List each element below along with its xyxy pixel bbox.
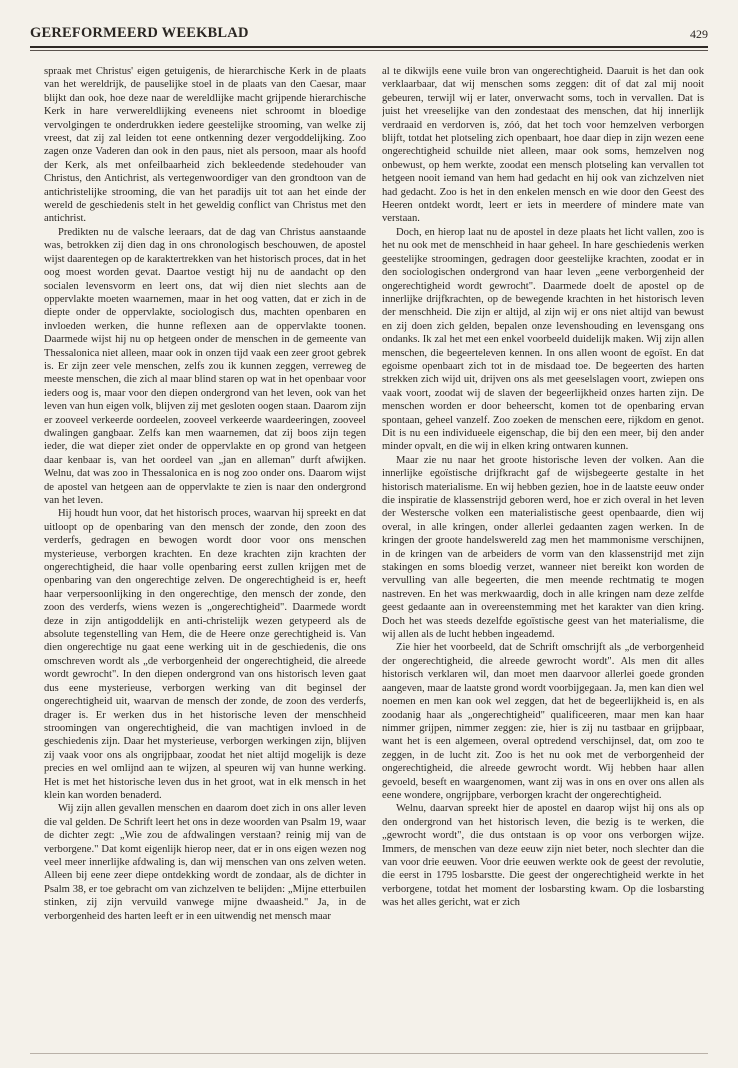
- paragraph: spraak met Christus' eigen getuigenis, de hierarchische Kerk in de plaats van het wereldrijk, de pauselijke stoel in de plaats van den Caesar, maar blijkt dan ook, hoe deze naar de wereldlijke macht grijpende hierarchische Kerk in hare verwereldlijking eveneens niet schroomt in bloedige vervolgingen te onderdrukken iedere geestelijke strooming, van welke zij vreest, dat zij zal leiden tot eene ontkenning dezer vergoddelijking. Zoo zagen onze Vaderen dan ook in den paus, niet als persoon, maar als hoofd der Kerk, als met onfeilbaarheid zich bekleedende stedehouder van Christus, den Antichrist, als vertegenwoordiger van den grondtoon van de antichristelijke strooming, die van het paradijs uit tot aan het einde der wereld de geschiedenis stelt in het geweldig conflict van Christus met den antichrist.: [44, 66, 366, 225]
- left-column: [44, 65, 366, 1038]
- paragraph: Doch, en hierop laat nu de apostel in deze plaats het licht vallen, zoo is het nu ook met de menschheid in haar geheel. In hare geschiedenis werken geestelijke stroomingen, gedragen door geestelijke krachten, zoodat er in den sociologischen ondergrond van haar leven „eene verborgenheid der ongerechtigheid wordt gewrocht". Daarmede doelt de apostel op de innerlijke drijfkrachten, op de bewegende krachten in het historisch leven der menschheid. Die zijn er altijd, al zijn wij er ons niet altijd van bewust en zij doen zich gelden, bepalen onze levenshouding en levensgang ons ondanks. Ik zal het met een enkel voorbeeld duidelijk maken. Wij zijn allen menschen, die begeerteleven kennen. In ons allen woont de egoïst. En dat egoisme openbaart zich tot in de misdaad toe. De begeerten des harten strekken zich wijd uit, drijven ons als met geeselslagen voort, zwiepen ons vaak voort, zoodat wij de slaven der begeerlijkheid onzes harten zijn. De menschen worden er door beheerscht, komen tot de openbaring ervan spontaan, geheel vanzelf. Zoo zoeken de menschen eere, rijkdom en genot. Dit is nu een individueele eigenschap, die bij den een meer, bij den ander minder opvalt, en die wij in elken kring ontwaren kunnen.: [382, 226, 704, 453]
- article-body: [44, 65, 704, 1038]
- page-header: [30, 25, 708, 45]
- paragraph: Maar zie nu naar het groote historische leven der volken. Aan die innerlijke egoïstische drijfkracht gaf de wijsbegeerte gestalte in het historisch materialisme. En wij hebben gezien, hoe in de laatste eeuw onder die inspiratie de klassenstrijd geboren werd, hoe er zich overal in het leven der Westersche volken een materialistische geest openbaarde, dien wij overal, in alle kringen, onder allerlei gedaanten zagen werken. In de kringen der groote handelswereld zag men het mammonisme verschijnen, in de kringen van de arbeiders de vorm van den klassenstrijd met zijn stakingen en soms bloedig verzet, wanneer niet bereikt kon worden de vervulling van alle begeerten, die men meende rechtmatig te mogen nastreven. En het was merkwaardig, doch in alle kringen nam deze zelfde geest gedaante aan in overeenstemming met het karakter van dien kring. Doch het was steeds dezelfde egoïstische geest van het materialisme, die wij allen als de lucht hebben ingeademd.: [382, 454, 704, 641]
- paragraph: al te dikwijls eene vuile bron van ongerechtigheid. Daaruit is het dan ook verklaarbaar, dat wij menschen soms zeggen: dit of dat zal mij nooit gebeuren, terwijl wij er later, onverwacht soms, toch in vervallen. Dat is juist het vreeselijke van den zondestaat des menschen, dat hij innerlijk verdraaid en verdorven is, zóó, dat het toch voor hemzelven verborgen blijft, totdat het plotseling zich openbaart, hoe daar diep in zijn wezen eene ongerechtigheid schuilde niet alleen, maar ook soms, hemzelven nog onbewust, op hem werkte, zoodat een mensch plotseling kan vervallen tot hetgeen nooit iemand van hem had gedacht en hij ook van zichzelven niet had gedacht. Zoo is het in den enkelen mensch en wie door den Geest des Heeren ontdekt wordt, leert er iets in meerdere of mindere mate van verstaan.: [382, 66, 704, 225]
- right-column: [382, 65, 704, 1038]
- header-rule: [30, 46, 708, 48]
- page-bottom-rule: [30, 1053, 708, 1054]
- paragraph: Hij houdt hun voor, dat het historisch proces, waarvan hij spreekt en dat uitloopt op de openbaring van den mensch der zonde, den zoon des verderfs, gedragen en bewogen wordt door voor ons menschen mysterieuse, verborgen krachten. En deze krachten zijn krachten der ongerechtigheid, die haar volle openbaring eerst zullen krijgen met de openbaring van den ongerechtige zelven. De ongerechtigheid is er, heeft haar verpersoonlijking in den ongerechtige, den mensch der zonde, den zoon des verderfs, wiens wezen is „ongerechtigheid". Daarmede wordt deze in zijn antigoddelijk en anti-christelijk wezen getypeerd als de absolute tegenstelling van Hem, die de Heere onze gerechtigheid is. Van dien ongerechtige nu gaat eene werking uit in de geschiedenis, die ons omschreven wordt als „de verborgenheid der ongerechtigheid, die alreede wordt gewrocht". In den diepen ondergrond van ons historisch leven gaat dus eene mysterieuse, verborgen werking van dit beginsel der ongerechtigheid uit, waarvan de mensch der zonde, de zoon des verderfs, drager is. Er werken dus in het historische leven der menschheid stroomingen van ongerechtigheid, die van machtigen invloed in de geschiedenis zijn. Daar het mysterieuse, verborgen werkingen zijn, blijven zij vaak voor ons als ongrijpbaar, zoodat het niet altijd mogelijk is deze precies en wel omlijnd aan te wijzen, al speuren wij van hunne werking. Het is met het historische leven dus in het groot, wat in elk mensch in het klein kan worden benaderd.: [44, 508, 366, 801]
- paragraph: Zie hier het voorbeeld, dat de Schrift omschrijft als „de verborgenheid der ongerechtigheid, die alreede gewrocht wordt". Als men dit alles historisch verklaren wil, dan moet men daarvoor allerlei goede gronden aangeven, maar de laatste grond wordt voorbijgegaan. Ja, men kan dien wel noemen en men kan ook wel zeggen, dat het de begeerlijkheid is, en als zoodanig haar als „ongerechtigheid" qualificeeren, maar men kan haar nimmer grijpen, nimmer zeggen: zie, hier is zij nu tastbaar en grijpbaar, want het is een algemeen, overal optredend verschijnsel, dat, om zoo te zeggen, in de lucht zit. Zoo is het nu ook met de verborgenheid der ongerechtigheid, die alreede gewrocht wordt. Wij hebben haar allen gevoeld, beseft en waargenomen, want zij was in ons en over ons allen als eene wondere, ongrijpbare, verborgen kracht der ongerechtigheid.: [382, 642, 704, 801]
- header-rule-thin: [30, 50, 708, 51]
- journal-title: GEREFORMEERD WEEKBLAD: [30, 25, 249, 41]
- page-number: 429: [690, 27, 708, 41]
- paragraph: Welnu, daarvan spreekt hier de apostel en daarop wijst hij ons als op den ondergrond van het historisch leven, die bezig is te werken, die „gewrocht wordt", die dus ontstaan is op voor ons verborgen wijze. Immers, de menschen van deze eeuw zijn niet beter, noch slechter dan die van voor drie eeuwen. Voor drie eeuwen werkte ook de geest der revolutie, die eerst in 1795 losbarstte. Die geest der ongerechtigheid werkte in het verborgene, totdat het moment der losbarsting kwam. Op die losbarsting was het alles gericht, wat er zich: [382, 803, 704, 909]
- paragraph: Wij zijn allen gevallen menschen en daarom doet zich in ons aller leven die val gelden. De Schrift leert het ons in deze woorden van Psalm 19, waar de dichter zegt: „Wie zou de afdwalingen verstaan? reinig mij van de verborgene." Dat komt eigenlijk hierop neer, dat er in ons eigen wezen nog veel meer innerlijke afdwaling is, dan wij menschen van ons zelven weten. Alleen bij eene zeer diepe ontdekking wordt de zondaar, als de dichter in Psalm 38, er toe gebracht om van zichzelven te belijden: „Mijne etterbuilen stinken, zij zijn vervuild vanwege mijne dwaasheid." Ja, in de verborgenheid des harten leeft er in een uitwendig net mensch maar: [44, 803, 366, 922]
- paragraph: Predikten nu de valsche leeraars, dat de dag van Christus aanstaande was, betrokken zij dien dag in ons chronologisch beschouwen, de apostel wijst daarentegen op de karaktertrekken van het historisch proces, dat in het oog moest worden gevat. Daartoe vestigt hij nu de aandacht op den socialen levensvorm en leert ons, dat wij dien niet slechts aan de oppervlakte moeten waarnemen, maar in het oog vatten, dat er zich in de diepte onder de oppervlakte, sociologisch dus, machten openbaren en invloeden werken, die hunne reflexen aan de oppervlakte toonen. Daarmede wijst hij nu op hetgeen onder de menschen in de gemeente van Thessalonica niet alleen, maar ook in onzen tijd vaak een zeer groot gebrek is. Er zijn zeer vele menschen, zelfs zou ik kunnen zeggen, verreweg de meeste menschen, die zich al maar blind staren op wat in het openbaar voor ieders oog is, maar voor den diepen ondergrond van het leven, ook van het leven van hun eigen volk, blijven zij met gesloten oogen staan. Daarom zijn er zooveel verkeerde oordeelen, zooveel verkeerde waardeeringen, zooveel dwalingen gangbaar. Zelfs kan men waarnemen, dat zij boos zijn tegen ieder, die wat dieper ziet onder de oppervlakte en op grond van hetgeen daar kenbaar is, van het oordeel van „jan en alleman" durft afwijken. Welnu, dat was zoo in Thessalonica en is nog zoo onder ons. Daarom wijst de apostel van hetgeen aan de oppervlakte te zien is naar den ondergrond van het leven.: [44, 226, 366, 506]
